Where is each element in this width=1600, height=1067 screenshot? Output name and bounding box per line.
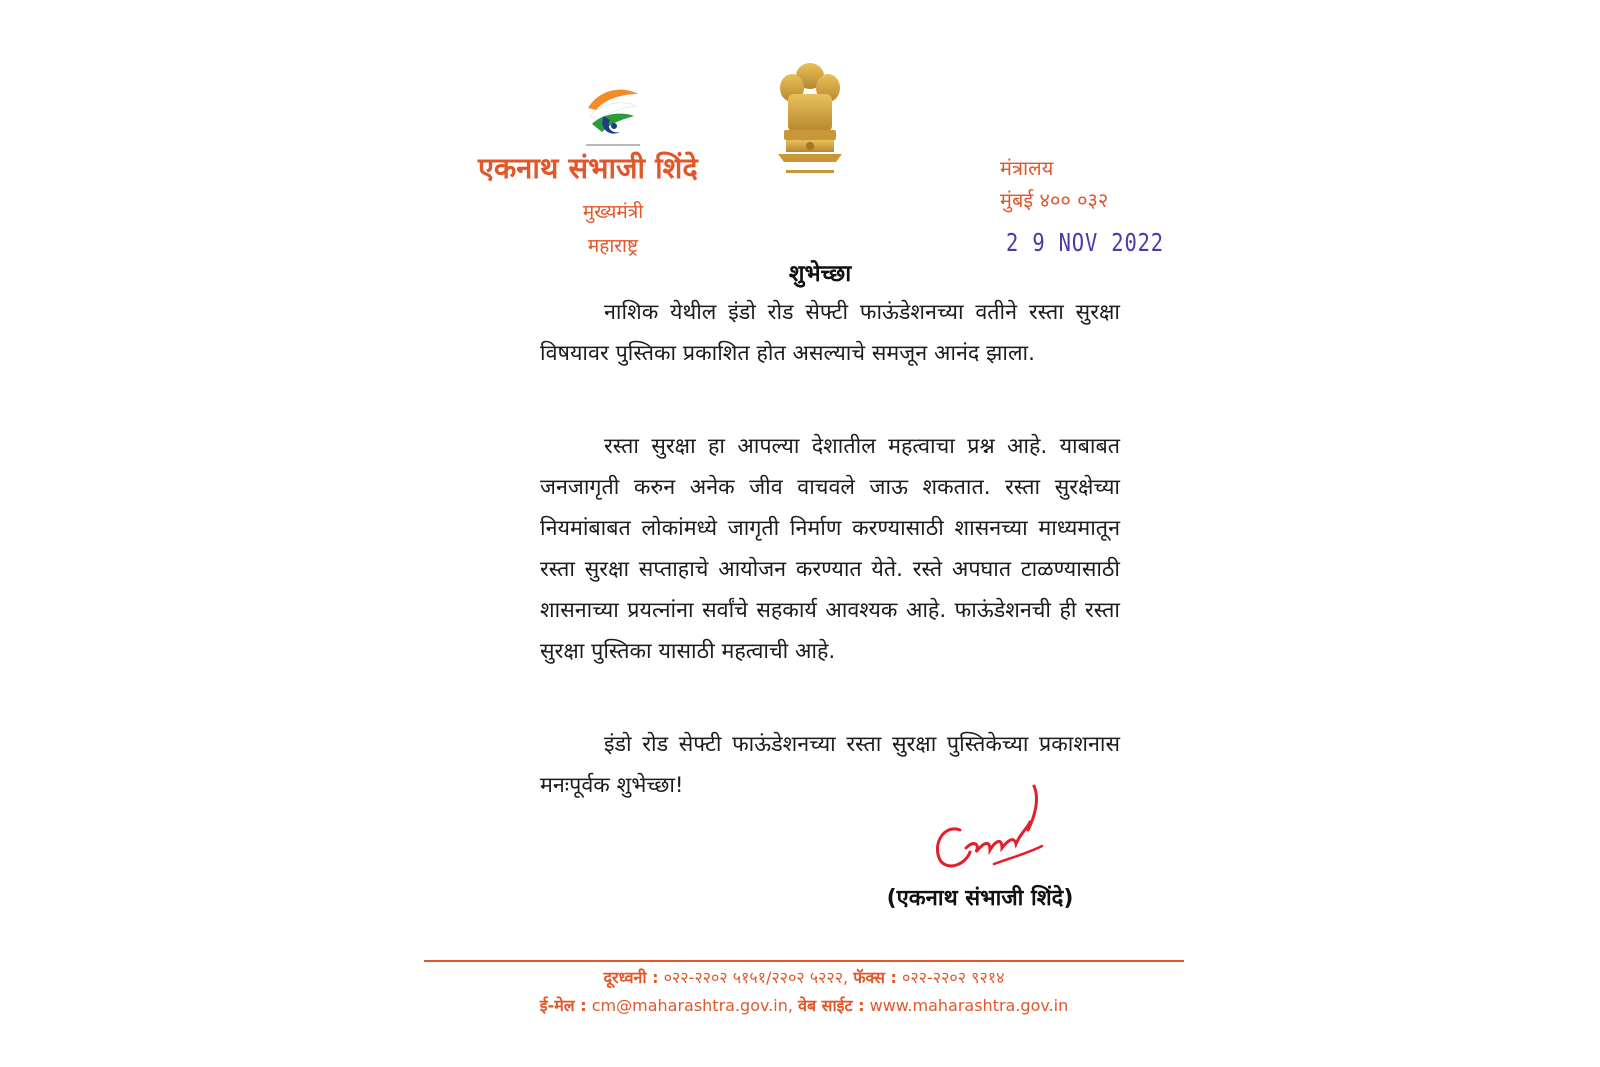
letterhead-office: मंत्रालय (1000, 156, 1054, 180)
email-address: cm@maharashtra.gov.in, (591, 996, 793, 1015)
signatory-name: (एकनाथ संभाजी शिंदे) (886, 886, 1074, 911)
phone-number: ०२२-२२०२ ५१५१/२२०२ ५२२२, (663, 968, 849, 987)
signature-icon (930, 782, 1060, 882)
website-label: वेब साईट : (798, 996, 865, 1015)
email-label: ई-मेल : (539, 996, 587, 1015)
paragraph-text: इंडो रोड सेफ्टी फाऊंडेशनच्या रस्ता सुरक्षा पुस्तिकेच्या प्रकाशनास मनःपूर्वक शुभेच्छा! (540, 732, 1120, 798)
letter-paragraph (540, 426, 1120, 672)
footer-contact-web (424, 994, 1184, 1016)
paragraph-text: नाशिक येथील इंडो रोड सेफ्टी फाऊंडेशनच्या वतीने रस्ता सुरक्षा विषयावर पुस्तिका प्रकाशित होत असल्याचे समजून आनंद झाला. (540, 300, 1120, 366)
letterhead-city: मुंबई ४०० ०३२ (1000, 188, 1109, 212)
letter-subject: शुभेच्छा (788, 261, 852, 287)
footer-divider (424, 960, 1184, 962)
fax-number: ०२२-२२०२ ९२१४ (902, 968, 1005, 987)
party-logo-icon (578, 82, 648, 154)
letterhead-name: एकनाथ संभाजी शिंदे (478, 151, 698, 185)
footer-contact-phone (424, 966, 1184, 988)
letter-paragraph (540, 292, 1120, 374)
paragraph-text: रस्ता सुरक्षा हा आपल्या देशातील महत्वाचा प्रश्न आहे. याबाबत जनजागृती करुन अनेक जीव वाचवले जाऊ शकतात. रस्ता सुरक्षेच्या नियमांबाबत लोकांमध्ये जागृती निर्माण करण्यासाठी शासनच्या माध्यमातून रस्ता सुरक्षा सप्ताहाचे आयोजन करण्यात येते. रस्ते अपघात टाळण्यासाठी शासनाच्या प्रयत्नांना सर्वांचे सहकार्य आवश्यक आहे. फाऊंडेशनची ही रस्ता सुरक्षा पुस्तिका यासाठी महत्वाची आहे. (540, 434, 1120, 664)
date-stamp: 2 9 NOV 2022 (1006, 228, 1164, 257)
fax-label: फॅक्स : (853, 968, 897, 987)
letterhead-state: महाराष्ट्र (587, 235, 639, 257)
phone-label: दूरध्वनी : (603, 968, 659, 987)
letterhead-designation: मुख्यमंत्री (582, 201, 644, 223)
state-emblem-icon (772, 58, 848, 184)
website-address: www.maharashtra.gov.in (869, 996, 1069, 1015)
